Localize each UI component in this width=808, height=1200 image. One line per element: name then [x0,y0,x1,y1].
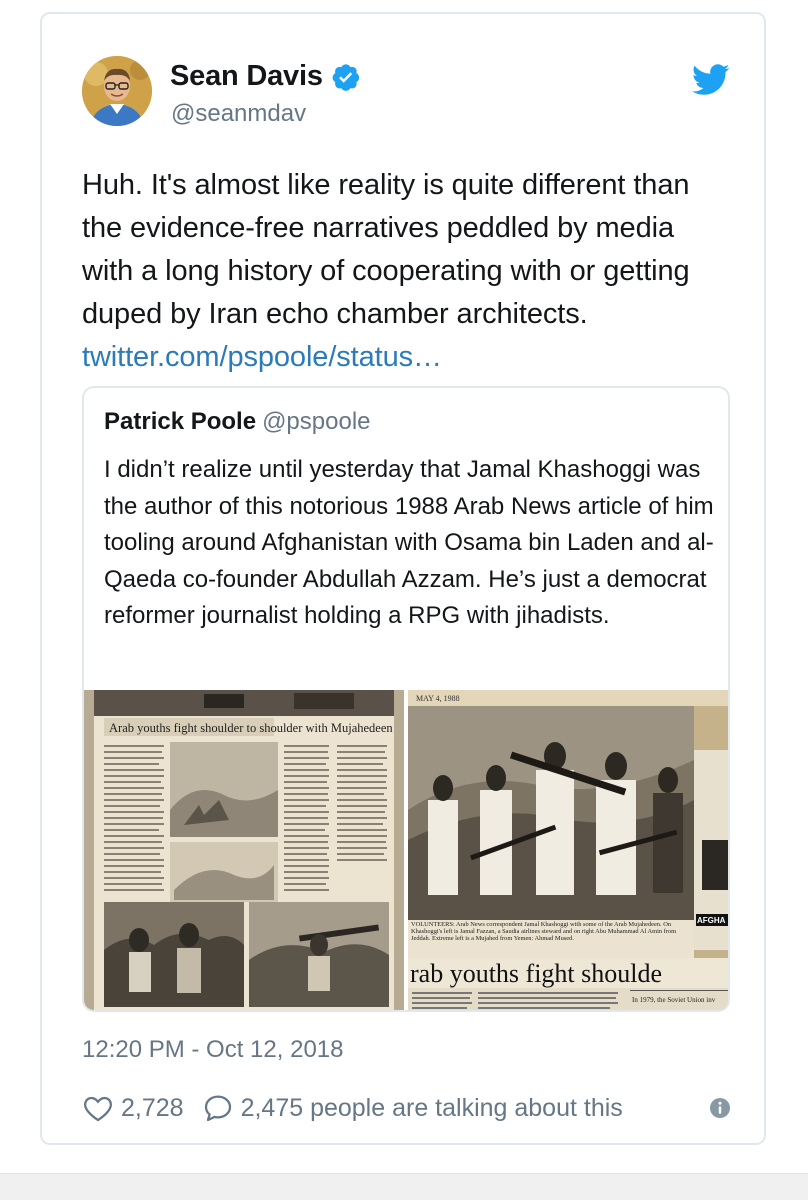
quoted-display-name[interactable]: Patrick Poole [104,408,257,435]
article-headline: rab youths fight shoulde [410,959,663,988]
quoted-tweet[interactable] [82,386,730,1012]
quoted-handle[interactable]: @pspoole [262,408,371,435]
tweet-text [82,164,732,379]
article-dateline: MAY 4, 1988 [416,694,460,703]
conversation-count: 2,475 people are talking about this [240,1093,623,1122]
clipping-headline: Arab youths fight shoulder to shoulder with Mujahedeen [109,721,393,735]
tweet-link[interactable]: twitter.com/pspoole/status… [82,341,442,373]
quoted-media[interactable] [84,690,728,1012]
twitter-bird-icon[interactable] [692,64,730,96]
heart-icon[interactable] [82,1092,114,1124]
verified-badge-icon [331,62,361,92]
tweet-card [40,12,766,1145]
tweet-timestamp[interactable]: 12:20 PM - Oct 12, 2018 [82,1036,344,1063]
info-icon[interactable] [708,1096,732,1120]
article-side-label: AFGHA [697,916,726,925]
like-count: 2,728 [121,1093,184,1122]
quoted-text: I didn’t realize until yesterday that Jamal Khashoggi was the author of this notorious 1988 Arab News article of him tooling around Afghanistan with Osama bin Laden and al-Qaeda co-founder Abdullah Azzam. He’s just a democrat reformer journalist holding a RPG with jihadists. [104,456,714,629]
tweet-actions [82,1088,732,1128]
author-name-row[interactable] [170,60,361,93]
article-small-text: In 1979, the Soviet Union inv [632,996,716,1004]
page-bottom-band [0,1173,808,1200]
newspaper-clipping-image[interactable] [84,690,404,1012]
quoted-header [104,408,371,436]
speech-bubble-icon[interactable] [202,1092,234,1124]
author-avatar[interactable] [82,56,152,126]
tweet-body: Huh. It's almost like reality is quite different than the evidence-free narratives peddled by media with a long history of cooperating with or getting duped by Iran echo chamber architects. [82,169,690,330]
author-display-name[interactable]: Sean Davis [170,60,323,92]
author-handle[interactable]: @seanmdav [171,100,307,127]
reply-action[interactable] [202,1092,623,1124]
article-caption: VOLUNTEERS: Arab News correspondent Jamal Khashoggi with some of the Arab Mujahedeen. On Khashoggi's left is Jamal Fazzan, a Saudia airlines steward and on right Abu Muhammad Al Amin from Jeddah. Extreme left is a Mujahed from Yemen: Ahmad Mused. [411,921,677,943]
like-action[interactable] [82,1092,184,1124]
article-photo-image[interactable] [408,690,728,1012]
